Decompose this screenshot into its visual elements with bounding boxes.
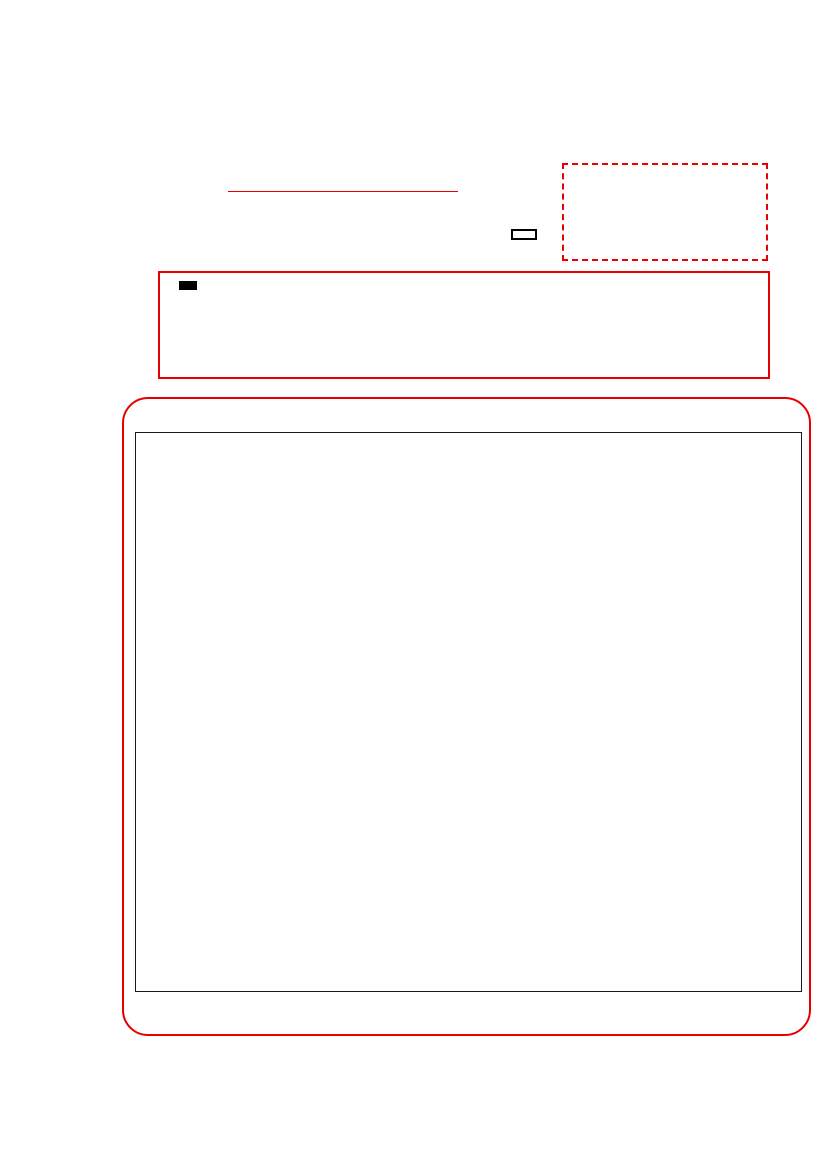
name-input-line[interactable] [228,191,458,192]
absent-mark-box[interactable] [511,229,537,240]
filled-mark-sample [179,281,197,290]
notice-item-5 [170,278,758,295]
objective-questions-box [135,432,802,992]
question-grid-3 [136,433,801,991]
barcode-paste-area [562,163,768,261]
answer-area [122,397,811,1036]
notice-box [158,271,770,379]
